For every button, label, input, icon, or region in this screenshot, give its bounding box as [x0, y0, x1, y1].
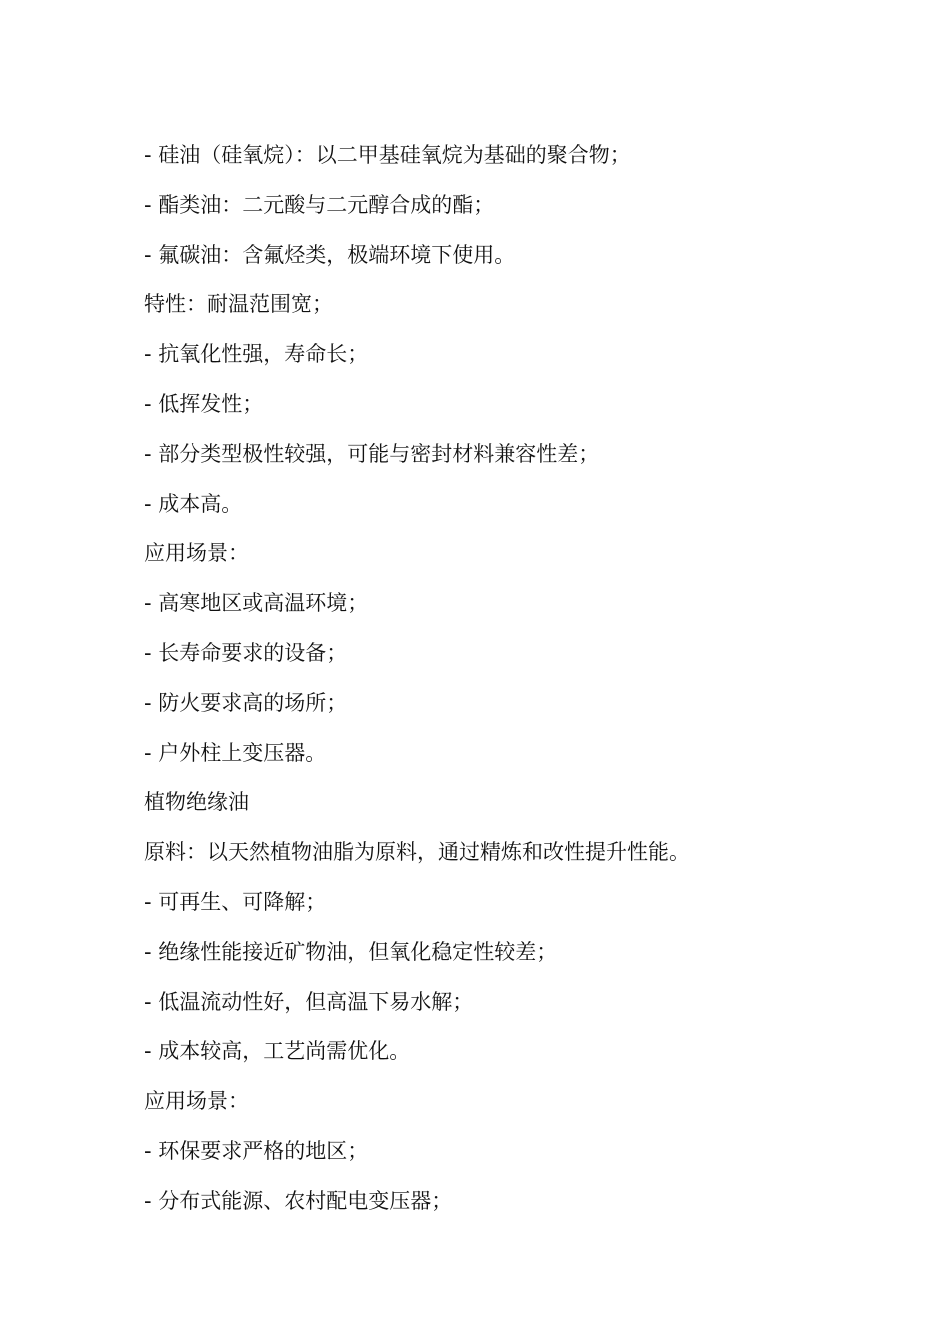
list-item-fire-safety: - 防火要求高的场所； [144, 690, 348, 715]
list-item-renewable: - 可再生、可降解； [144, 889, 327, 914]
list-item-low-temp-fluidity: - 低温流动性好，但高温下易水解； [144, 989, 474, 1014]
list-item-oxidation-resistance: - 抗氧化性强，寿命长； [144, 342, 369, 367]
properties-heading: 特性：耐温范围宽； [144, 292, 333, 317]
list-item-long-life-equipment: - 长寿命要求的设备； [144, 640, 348, 665]
list-item-insulation-performance: - 绝缘性能接近矿物油，但氧化稳定性较差； [144, 939, 558, 964]
list-item-high-cost: - 成本高。 [144, 491, 243, 516]
list-item-seal-compatibility: - 部分类型极性较强，可能与密封材料兼容性差； [144, 441, 600, 466]
applications-heading-2: 应用场景： [144, 1089, 249, 1114]
list-item-ester-oil: - 酯类油：二元酸与二元醇合成的酯； [144, 192, 495, 217]
list-item-silicone-oil: - 硅油（硅氧烷）：以二甲基硅氧烷为基础的聚合物； [144, 143, 631, 167]
list-item-cost-process: - 成本较高，工艺尚需优化。 [144, 1039, 411, 1064]
list-item-eco-regions: - 环保要求严格的地区； [144, 1138, 369, 1163]
list-item-low-volatility: - 低挥发性； [144, 391, 264, 416]
list-item-extreme-climate: - 高寒地区或高温环境； [144, 591, 369, 616]
list-item-pole-transformer: - 户外柱上变压器。 [144, 740, 327, 765]
section-heading-vegetable-oil: 植物绝缘油 [144, 790, 249, 815]
list-item-distributed-energy: - 分布式能源、农村配电变压器； [144, 1188, 453, 1213]
document-body [144, 131, 864, 1227]
applications-heading: 应用场景： [144, 541, 249, 566]
raw-material-paragraph: 原料：以天然植物油脂为原料，通过精炼和改性提升性能。 [144, 840, 690, 865]
list-item-fluorocarbon-oil: - 氟碳油：含氟烃类，极端环境下使用。 [144, 242, 516, 267]
